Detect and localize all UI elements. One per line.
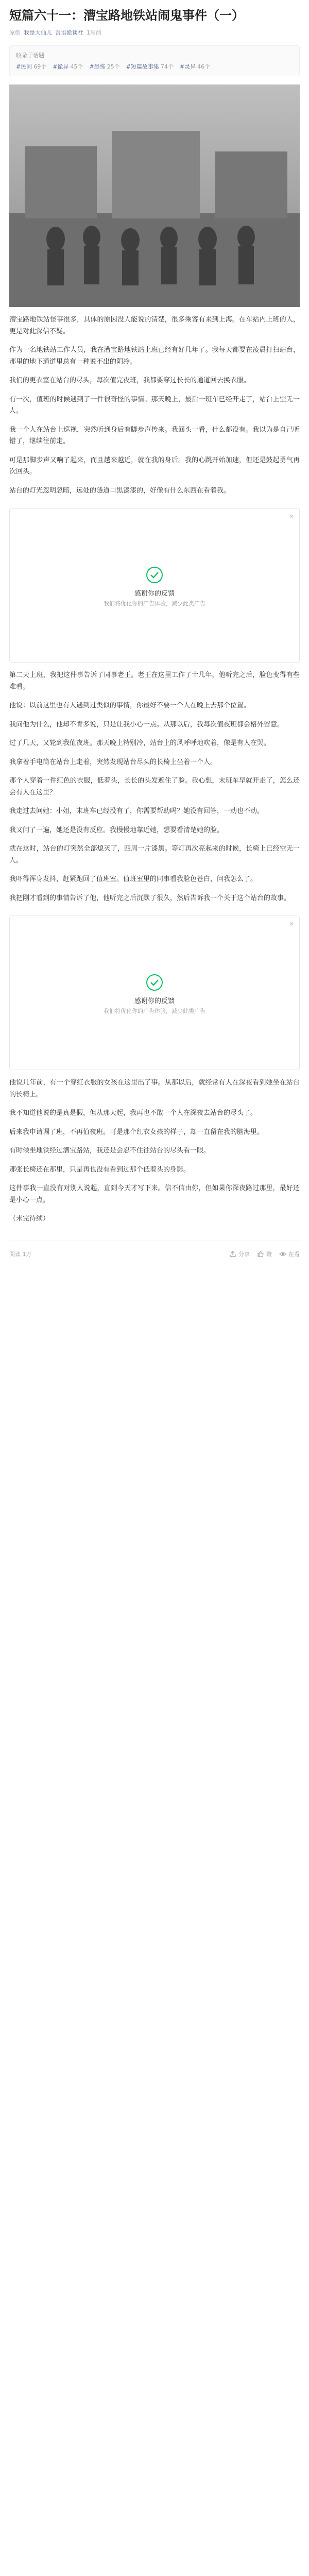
like-button[interactable]: 赞	[257, 1250, 272, 1258]
check-icon	[146, 974, 163, 991]
paragraph: 后来我申请调了班，不再值夜班。可是那个红衣女孩的样子，却一直留在我的脑海里。	[9, 1128, 264, 1136]
tag-item[interactable]: #短篇故事集 74个	[126, 63, 174, 70]
paragraph: 这件事我一直没有对别人说起，直到今天才写下来。信不信由你，但如果你深夜路过那里，最好还是小心一点。	[9, 1184, 300, 1204]
paragraph: 有时候坐地铁经过漕宝路站，我还是会忍不住往站台的尽头看一眼。	[9, 1147, 211, 1155]
read-count: 阅读 1万	[9, 1251, 32, 1258]
topic-tags-box	[9, 45, 300, 76]
paragraph: 站台的灯光忽明忽暗，远处的隧道口黑漆漆的，好像有什么东西在看着我。	[9, 486, 231, 495]
paragraph: 我把刚才看到的事情告诉了他，他听完之后沉默了很久，然后告诉我一个关于这个站台的故事。	[9, 894, 291, 902]
paragraph: 我不知道他说的是真是假，但从那天起，我再也不敢一个人在深夜去站台的尽头了。	[9, 1109, 258, 1117]
paragraph: 可是那脚步声又响了起来，而且越来越近，就在我的身后。我的心跳开始加速，但还是鼓起勇气再次回头。	[9, 456, 300, 476]
paragraph: 就在这时，站台的灯突然全部熄灭了，四周一片漆黑。等灯再次亮起来的时候，长椅上已经空无一人。	[9, 845, 300, 865]
paragraph: 第二天上班，我把这件事告诉了同事老王。老王在这里工作了十几年，他听完之后，脸色变得有些难看。	[9, 671, 300, 691]
ad-feedback-card	[9, 916, 300, 1070]
ad-feedback-subtitle: 我们将优化你的广告体验，减少此类广告	[104, 1008, 205, 1014]
article-title: 短篇六十一：漕宝路地铁站闹鬼事件（一）	[9, 8, 244, 23]
account-link[interactable]: 言语诡谈社	[55, 29, 83, 36]
article-meta	[9, 28, 300, 37]
ad-feedback-card	[9, 508, 300, 663]
ad-close-button[interactable]: ×	[288, 513, 294, 520]
tag-list	[16, 62, 293, 71]
tag-item[interactable]: #灵异 46个	[179, 63, 211, 70]
paragraph: 那个人穿着一件红色的衣服，低着头，长长的头发遮住了脸。我心想，末班车早就开走了，怎么还会有人在这里？	[9, 777, 300, 796]
footer-actions	[229, 1250, 300, 1258]
paragraph: 我们的更衣室在站台的尽头，每次值完夜班，我都要穿过长长的通道回去换衣服。	[9, 377, 251, 384]
paragraph: 我问他为什么，他却不肯多说，只是让我小心一点。从那以后，我每次值夜班都会格外留意。	[9, 720, 284, 728]
tag-item[interactable]: #诡异 45个	[53, 63, 83, 70]
ad-feedback-subtitle: 我们将优化你的广告体验，减少此类广告	[104, 600, 205, 607]
paragraph: 我一个人在站台上巡视，突然听到身后有脚步声传来。我回头一看，什么都没有。我以为是自己听错了，继续往前走。	[9, 426, 300, 445]
share-icon	[229, 1250, 236, 1258]
article-photo	[9, 84, 300, 307]
publish-time: 1周前	[87, 29, 101, 36]
share-button[interactable]: 分享	[229, 1250, 250, 1258]
eye-icon	[279, 1250, 286, 1258]
paragraph: 作为一名地铁站工作人员，我在漕宝路地铁站上班已经有好几年了。我每天都要在凌晨打扫站台，那里的地下通道里总有一种说不出的阴冷。	[9, 346, 300, 366]
thumb-icon	[257, 1250, 264, 1258]
paragraph: 他说几年前，有一个穿红衣服的女孩在这里出了事。从那以后，就经常有人在深夜看到她坐在站台的长椅上。	[9, 1079, 300, 1098]
collected-label: 收录于话题	[16, 52, 44, 59]
check-icon	[146, 566, 163, 584]
original-badge: 原创	[9, 29, 21, 36]
paragraph: 他说：以前这里也有人遇到过类似的事情，你最好不要一个人在晚上去那个位置。	[9, 702, 251, 709]
tag-item[interactable]: #民间 69个	[16, 63, 47, 70]
paragraph: 我吓得浑身发抖，赶紧跑回了值班室。值班室里的同事看我脸色苍白，问我怎么了。	[9, 875, 258, 883]
paragraph: 我拿着手电筒在站台上走着，突然发现站台尽头的长椅上坐着一个人。	[9, 758, 217, 766]
looking-button[interactable]: 在看	[279, 1250, 300, 1258]
paragraph: 我走过去问她：小姐，末班车已经没有了，你需要帮助吗？她没有回答，一动也不动。	[9, 807, 264, 815]
photo-illustration	[9, 84, 300, 307]
tag-item[interactable]: #恐怖 25个	[89, 63, 120, 70]
author-link[interactable]: 我是大仙儿	[24, 29, 52, 36]
ad-close-button[interactable]: ×	[288, 920, 294, 927]
ad-feedback-title: 感谢你的反馈	[134, 590, 175, 598]
article-page	[0, 0, 309, 1270]
paragraph: 那张长椅还在那里，只是再也没有看到过那个低着头的身影。	[9, 1165, 191, 1174]
paragraph: 漕宝路地铁站怪事很多，具体的原因没人能说的清楚，很多乘客有来到上海。在车站内上班的人，更是对此深信不疑。	[9, 316, 300, 335]
paragraph: （未完待续）	[9, 1215, 50, 1223]
paragraph: 有一次，值班的时候遇到了一件很奇怪的事情。那天晚上，最后一班车已经开走了，站台上空无一人。	[9, 395, 300, 415]
paragraph: 过了几天，又轮到我值夜班。那天晚上特别冷，站台上的风呼呼地吹着，像是有人在哭。	[9, 739, 271, 747]
paragraph: 我又问了一遍，她还是没有反应。我慢慢地靠近她，想要看清楚她的脸。	[9, 826, 224, 834]
ad-feedback-title: 感谢你的反馈	[134, 997, 175, 1005]
article-footer-bar	[9, 1241, 300, 1261]
